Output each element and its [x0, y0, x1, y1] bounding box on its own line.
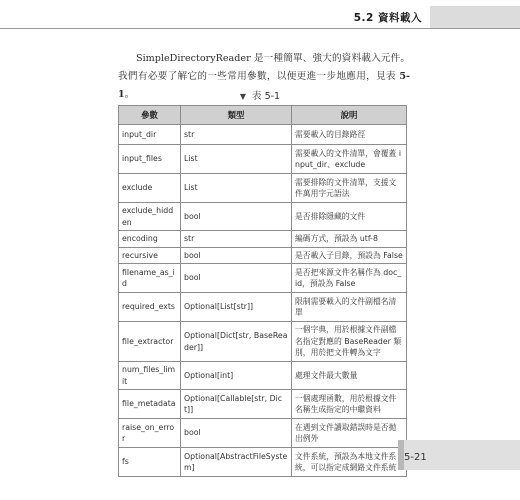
type-cell: str [181, 125, 292, 145]
table-row [119, 448, 407, 477]
param-cell: recursive [119, 247, 181, 264]
section-heading: 5.2 資料載入 [353, 12, 422, 24]
table-row [119, 362, 407, 390]
param-cell: filename_as_id [119, 264, 181, 293]
description-cell: 是否把來源文件名稱作為 doc_id，預設為 False [292, 264, 407, 293]
description-cell: 是否載入子目錄，預設為 False [292, 247, 407, 264]
description-cell: 需要排除的文件清單，支援文件萬用字元語法 [292, 174, 407, 203]
param-cell: exclude_hidden [119, 203, 181, 231]
header-rule [0, 28, 520, 29]
type-cell: Optional[List[str]] [181, 293, 292, 322]
param-cell: num_files_limit [119, 362, 181, 390]
header-tab [430, 6, 520, 28]
param-cell: fs [119, 448, 181, 477]
description-cell: 是否排除隱藏的文件 [292, 203, 407, 231]
description-cell: 在遇到文件讀取錯誤時是否拋出例外 [292, 419, 407, 448]
type-cell: bool [181, 419, 292, 448]
table-row [119, 390, 407, 419]
param-cell: encoding [119, 231, 181, 248]
param-cell: input_dir [119, 125, 181, 145]
param-cell: input_files [119, 145, 181, 174]
param-cell: raise_on_error [119, 419, 181, 448]
table-row [119, 145, 407, 174]
table-row [119, 231, 407, 248]
type-cell: List [181, 174, 292, 203]
intro-text-end: 。 [124, 89, 135, 100]
type-cell: Optional[AbstractFileSystem] [181, 448, 292, 477]
table-row [119, 322, 407, 362]
param-cell: file_metadata [119, 390, 181, 419]
table-row [119, 419, 407, 448]
param-cell: exclude [119, 174, 181, 203]
type-cell: Optional[Dict[str, BaseReader]] [181, 322, 292, 362]
description-cell: 文件系統，預設為本地文件系統，可以指定成網路文件系統 [292, 448, 407, 477]
description-cell: 一個字典，用於根據文件副檔名指定對應的 BaseReader 類別，用於把文件轉為文字 [292, 322, 407, 362]
table-row [119, 203, 407, 231]
description-cell: 需要載入的目錄路徑 [292, 125, 407, 145]
table-caption-label: 表 5-1 [252, 91, 281, 102]
table-row [119, 264, 407, 293]
description-cell: 處理文件最大數量 [292, 362, 407, 390]
type-cell: Optional[Callable[str, Dict]] [181, 390, 292, 419]
triangle-marker-icon: ▼ [239, 92, 247, 101]
table-caption [0, 88, 520, 102]
parameters-table [118, 105, 407, 477]
param-cell: file_extractor [119, 322, 181, 362]
header-param: 參數 [119, 106, 181, 125]
page-number: 5-21 [404, 452, 427, 463]
type-cell: bool [181, 264, 292, 293]
table-header-row [119, 106, 407, 125]
type-cell: bool [181, 203, 292, 231]
description-cell: 需要載入的文件清單，會覆蓋 input_dir、exclude [292, 145, 407, 174]
header-type: 類型 [181, 106, 292, 125]
description-cell: 一個處理函數，用於根據文件名稱生成指定的中繼資料 [292, 390, 407, 419]
description-cell: 限制需要載入的文件副檔名清單 [292, 293, 407, 322]
description-cell: 編碼方式，預設為 utf-8 [292, 231, 407, 248]
param-cell: required_exts [119, 293, 181, 322]
table-row [119, 125, 407, 145]
table-reference: 5-1 [118, 71, 410, 100]
intro-text: SimpleDirectoryReader 是一種簡單、強大的資料載入元件。我們有必要了解它的一些常用參數，以便更進一步地應用，見表 [118, 53, 410, 82]
table-row [119, 247, 407, 264]
table-row [119, 174, 407, 203]
type-cell: str [181, 231, 292, 248]
type-cell: List [181, 145, 292, 174]
header-description: 說明 [292, 106, 407, 125]
type-cell: Optional[int] [181, 362, 292, 390]
type-cell: bool [181, 247, 292, 264]
table-row [119, 293, 407, 322]
